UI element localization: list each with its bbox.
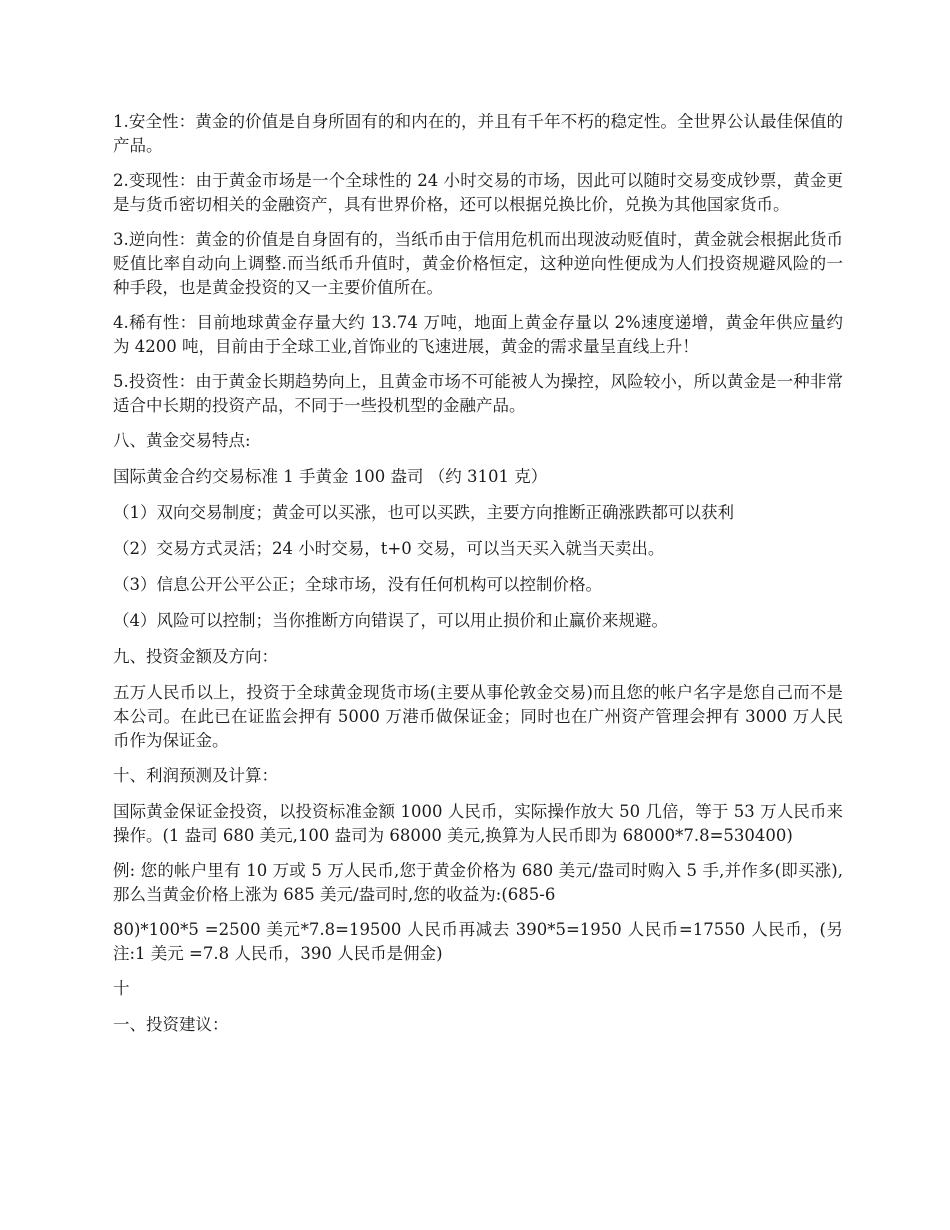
paragraph-liquidity: 2.变现性：由于黄金市场是一个全球性的 24 小时交易的市场，因此可以随时交易变成钞票，黄金更是与货币密切相关的金融资产，具有世界价格，还可以根据兑换比价，兑换为其他国家货币。	[113, 171, 843, 214]
list-item-risk-control: （4）风险可以控制；当你推断方向错误了，可以用止损价和止赢价来规避。	[113, 611, 668, 630]
section-heading-trading-features: 八、黄金交易特点:	[113, 431, 251, 450]
section-heading-eleven-part2: 一、投资建议：	[113, 1015, 229, 1034]
paragraph-example: 例: 您的帐户里有 10 万或 5 万人民币,您于黄金价格为 680 美元/盎司时购入 5 手,并作多(即买涨),那么当黄金价格上涨为 685 美元/盎司时,您的收益为:(685-6	[113, 861, 843, 904]
paragraph-investment-amount: 五万人民币以上，投资于全球黄金现货市场(主要从事伦敦金交易)而且您的帐户名字是您自己而不是本公司。在此已在证监会押有 5000 万港币做保证金；同时也在广州资产管理会押有 3000 万人民币作为保证金。	[113, 683, 843, 750]
section-heading-profit-forecast: 十、利润预测及计算：	[113, 766, 278, 785]
paragraph-rarity: 4.稀有性：目前地球黄金存量大约 13.74 万吨，地面上黄金存量以 2%速度递增，黄金年供应量约为 4200 吨，目前由于全球工业,首饰业的飞速进展，黄金的需求量呈直线上升！	[113, 313, 843, 356]
section-heading-investment-amount: 九、投资金额及方向：	[113, 647, 278, 666]
paragraph-example-continued: 80)*100*5 =2500 美元*7.8=19500 人民币再减去 390*5=1950 人民币=17550 人民币，(另注:1 美元 =7.8 人民币，390 人民币是佣金)	[113, 920, 843, 963]
paragraph-safety: 1.安全性：黄金的价值是自身所固有的和内在的，并且有千年不朽的稳定性。全世界公认最佳保值的产品。	[113, 112, 843, 155]
paragraph-investment: 5.投资性：由于黄金长期趋势向上，且黄金市场不可能被人为操控，风险较小，所以黄金是一种非常适合中长期的投资产品，不同于一些投机型的金融产品。	[113, 372, 843, 415]
paragraph-margin-investment: 国际黄金保证金投资，以投资标准金额 1000 人民币，实际操作放大 50 几倍，等于 53 万人民币来操作。(1 盎司 680 美元,100 盎司为 68000 美元,换算为人民币即为 68000*7.8=530400)	[113, 802, 843, 845]
section-heading-eleven-part1: 十	[113, 979, 130, 998]
paragraph-contract-standard: 国际黄金合约交易标准 1 手黄金 100 盎司 （约 3101 克）	[113, 467, 548, 486]
document-page	[113, 110, 843, 1049]
paragraph-counter-trend: 3.逆向性：黄金的价值是自身固有的，当纸币由于信用危机而出现波动贬值时，黄金就会根据此货币贬值比率自动向上调整.而当纸币升值时，黄金价格恒定，这种逆向性便成为人们投资规避风险的一种手段，也是黄金投资的又一主要价值所在。	[113, 230, 843, 297]
list-item-open-information: （3）信息公开公平公正；全球市场，没有任何机构可以控制价格。	[113, 575, 602, 594]
list-item-flexible-trading: （2）交易方式灵活；24 小时交易，t+0 交易，可以当天买入就当天卖出。	[113, 539, 665, 558]
list-item-two-way-trading: （1）双向交易制度；黄金可以买涨，也可以买跌，主要方向推断正确涨跌都可以获利	[113, 503, 734, 522]
